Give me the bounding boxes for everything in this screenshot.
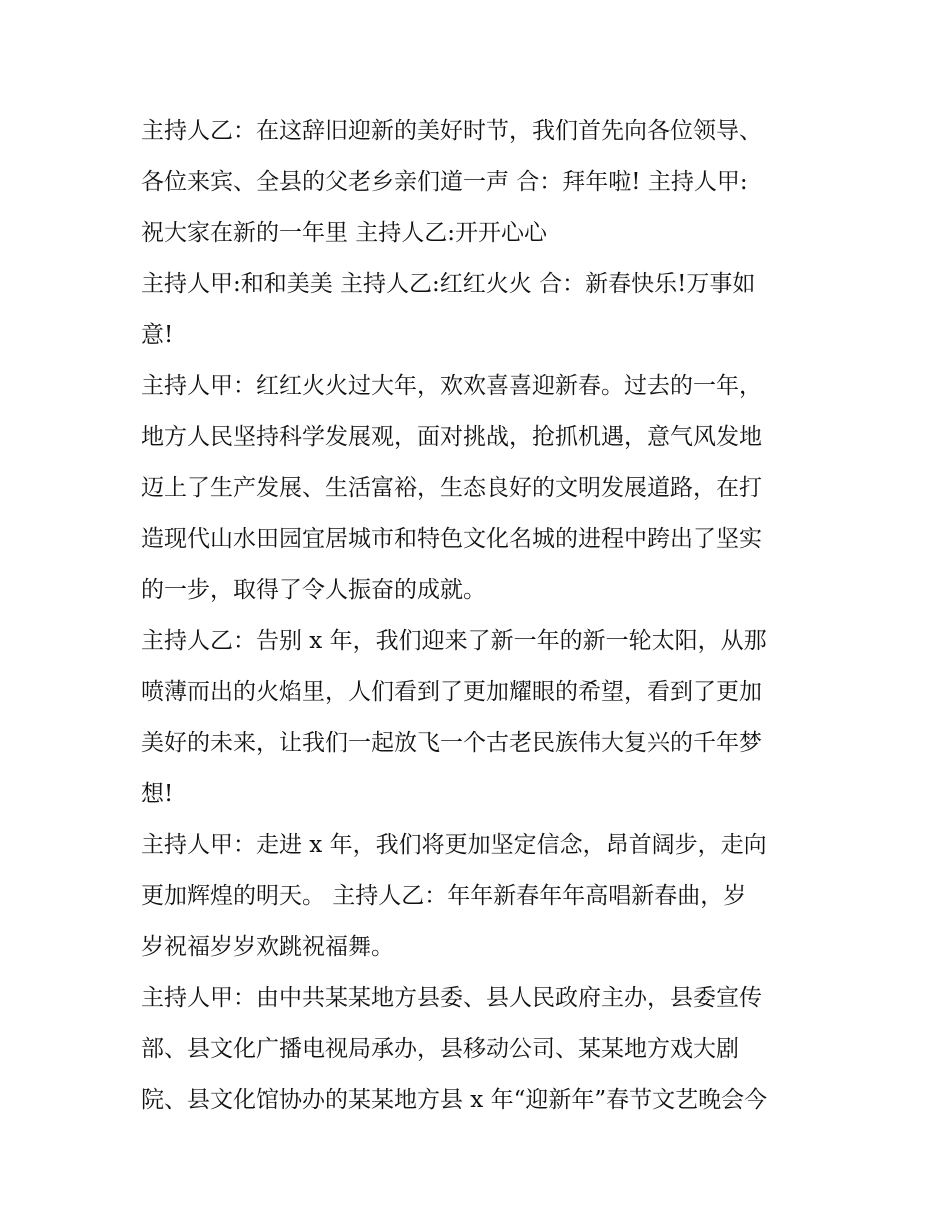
- text-line: 主持人甲：红红火火过大年，欢欢喜喜迎新春。过去的一年，: [141, 373, 762, 399]
- text-line: 更加辉煌的明天。 主持人乙：年年新春年年高唱新春曲，岁: [141, 883, 747, 909]
- text-line: 意!: [141, 322, 174, 348]
- text-line: 喷薄而出的火焰里，人们看到了更加耀眼的希望，看到了更加: [141, 679, 762, 705]
- text-line: 的一步，取得了令人振奋的成就。: [141, 577, 486, 603]
- text-line: 岁祝福岁岁欢跳祝福舞。: [141, 934, 394, 960]
- text-line: 主持人甲：由中共某某地方县委、县人民政府主办，县委宣传: [141, 985, 762, 1011]
- text-line: 各位来宾、全县的父老乡亲们道一声 合：拜年啦! 主持人甲:: [141, 169, 748, 195]
- text-line: 部、县文化广播电视局承办，县移动公司、某某地方戏大剧: [141, 1036, 739, 1062]
- text-line: 院、县文化馆协办的某某地方县 x 年“迎新年”春节文艺晚会今: [141, 1087, 768, 1113]
- text-line: 主持人乙：告别 x 年，我们迎来了新一年的新一轮太阳，从那: [141, 628, 767, 654]
- text-line: 想!: [141, 781, 174, 807]
- text-line: 迈上了生产发展、生活富裕，生态良好的文明发展道路，在打: [141, 475, 762, 501]
- text-line: 主持人甲：走进 x 年，我们将更加坚定信念，昂首阔步，走向: [141, 832, 767, 858]
- text-line: 祝大家在新的一年里 主持人乙:开开心心: [141, 220, 548, 246]
- text-line: 主持人甲:和和美美 主持人乙:红红火火 合：新春快乐!万事如: [141, 271, 756, 297]
- text-line: 美好的未来，让我们一起放飞一个古老民族伟大复兴的千年梦: [141, 730, 762, 756]
- body-text: [141, 106, 821, 1126]
- text-line: 主持人乙：在这辞旧迎新的美好时节，我们首先向各位领导、: [141, 118, 762, 144]
- text-line: 造现代山水田园宜居城市和特色文化名城的进程中跨出了坚实: [141, 526, 762, 552]
- text-line: 地方人民坚持科学发展观，面对挑战，抢抓机遇，意气风发地: [141, 424, 762, 450]
